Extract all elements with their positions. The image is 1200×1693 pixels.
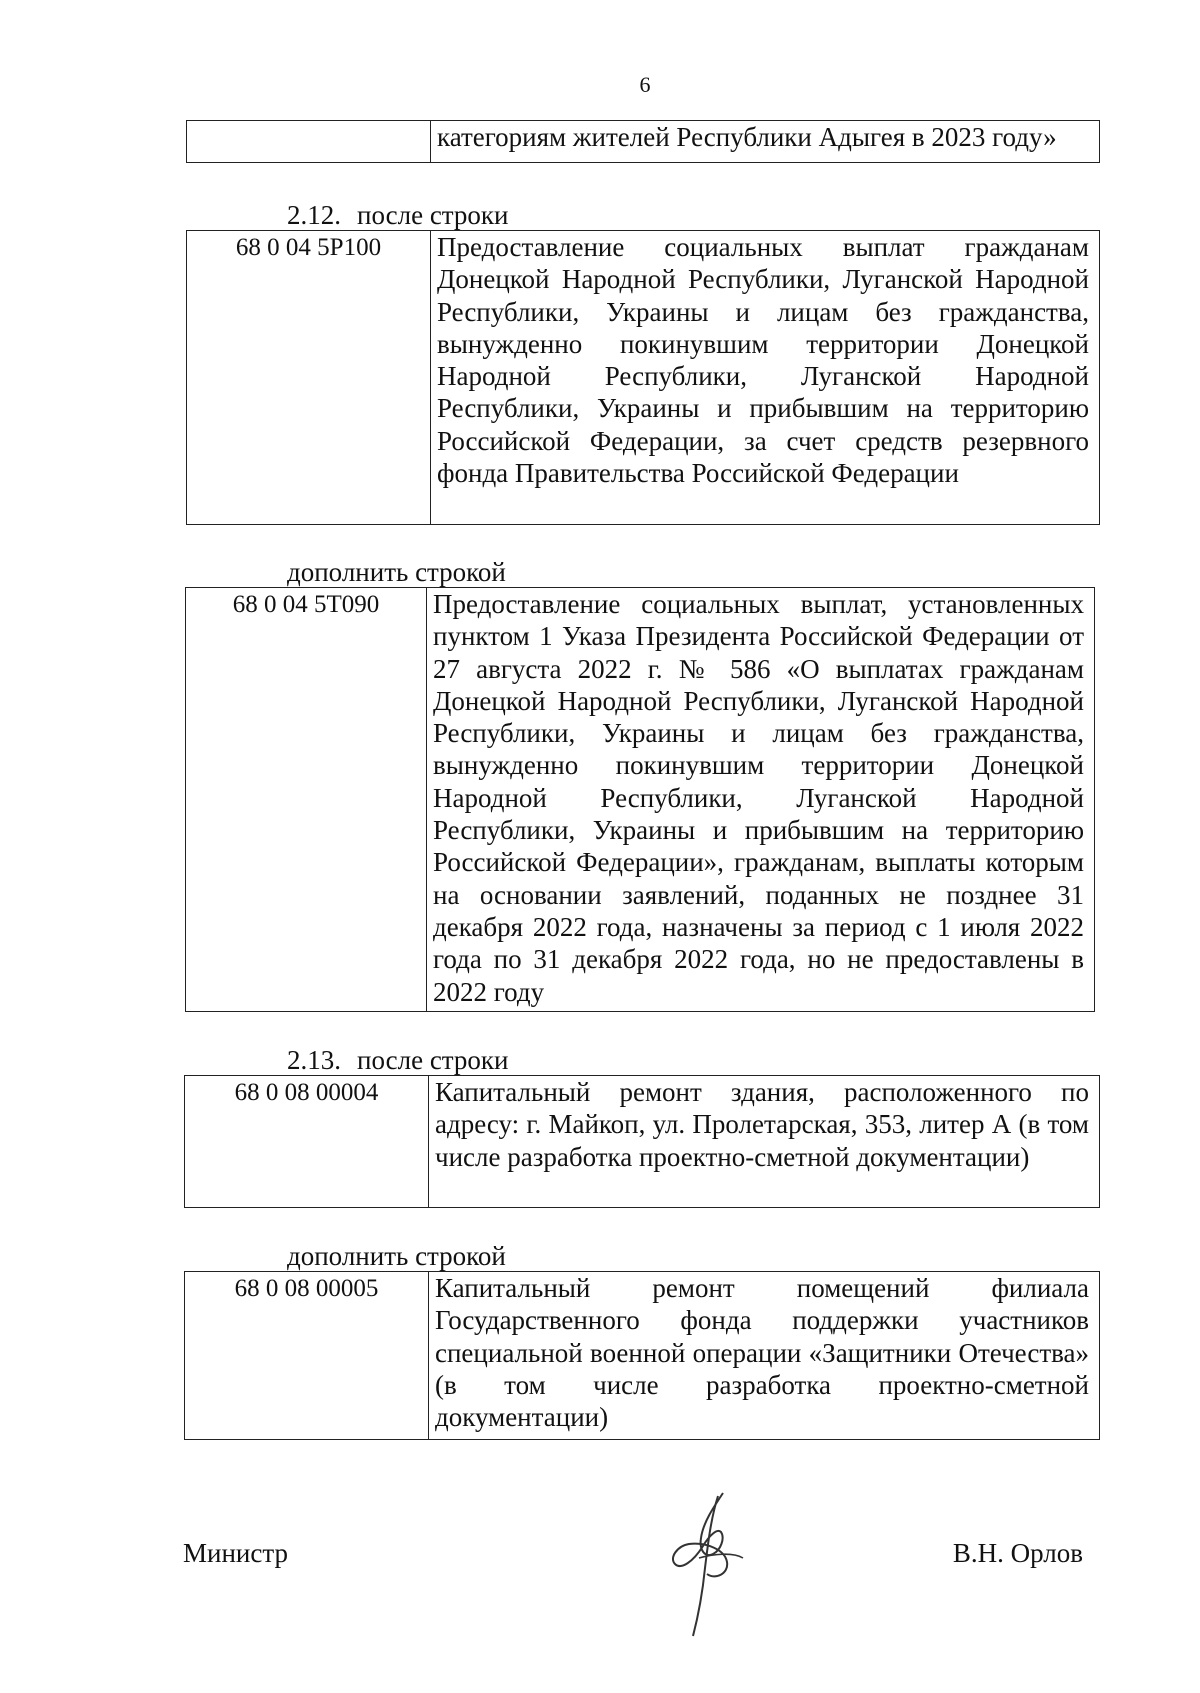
table-row (184, 1271, 1100, 1440)
section-number: 2.12. (287, 200, 341, 230)
row-code: 68 0 08 00004 (185, 1076, 429, 1208)
row-code: 68 0 04 5T090 (186, 588, 427, 1012)
supplement-heading (287, 557, 506, 587)
section-label: после строки (357, 1045, 509, 1075)
continuation-row (186, 120, 1100, 163)
section-heading-2-13 (287, 1045, 509, 1075)
row-text: Капитальный ремонт помещений филиала Государственного фонда поддержки участников специальной военной операции «Защитники Отечества» (в том числе разработка проектно-сметной документации) (429, 1272, 1100, 1440)
supplement-label: дополнить строкой (287, 1241, 506, 1271)
table-row (185, 587, 1095, 1012)
section-heading-2-12 (287, 200, 509, 230)
row-text: Предоставление социальных выплат, установленных пунктом 1 Указа Президента Российской Федерации от 27 августа 2022 г. № 586 «О выплатах гражданам Донецкой Народной Республики, Луганской Народной Республики, Украины и лицам без гражданства, вынужденно покинувшим территории Донецкой Народной Республики, Луганской Народной Республики, Украины и прибывшим на территорию Российской Федерации», гражданам, выплаты которым на основании заявлений, поданных не позднее 31 декабря 2022 года, назначены за период с 1 июля 2022 года по 31 декабря 2022 года, но не предоставлены в 2022 году (427, 588, 1095, 1012)
signatory-name: В.Н. Орлов (952, 1538, 1083, 1568)
row-text: категориям жителей Республики Адыгея в 2023 году» (431, 121, 1100, 163)
handwritten-signature (663, 1488, 773, 1638)
section-label: после строки (357, 200, 509, 230)
row-code (187, 121, 431, 163)
row-text: Предоставление социальных выплат гражданам Донецкой Народной Республики, Луганской Народной Республики, Украины и лицам без гражданства, вынужденно покинувшим территории Донецкой Народной Республики, Луганской Народной Республики, Украины и прибывшим на территорию Российской Федерации, за счет средств резервного фонда Правительства Российской Федерации (431, 231, 1100, 525)
section-number: 2.13. (287, 1045, 341, 1075)
signatory-role: Министр (183, 1538, 288, 1568)
supplement-heading (287, 1241, 506, 1271)
row-text: Капитальный ремонт здания, расположенного по адресу: г. Майкоп, ул. Пролетарская, 353, литер А (в том числе разработка проектно-сметной документации) (429, 1076, 1100, 1208)
signature-block (183, 1518, 1083, 1638)
row-code: 68 0 08 00005 (185, 1272, 429, 1440)
row-code: 68 0 04 5P100 (187, 231, 431, 525)
table-row (184, 1075, 1100, 1208)
page-number: 6 (639, 72, 651, 97)
supplement-label: дополнить строкой (287, 557, 506, 587)
table-row (186, 230, 1100, 525)
